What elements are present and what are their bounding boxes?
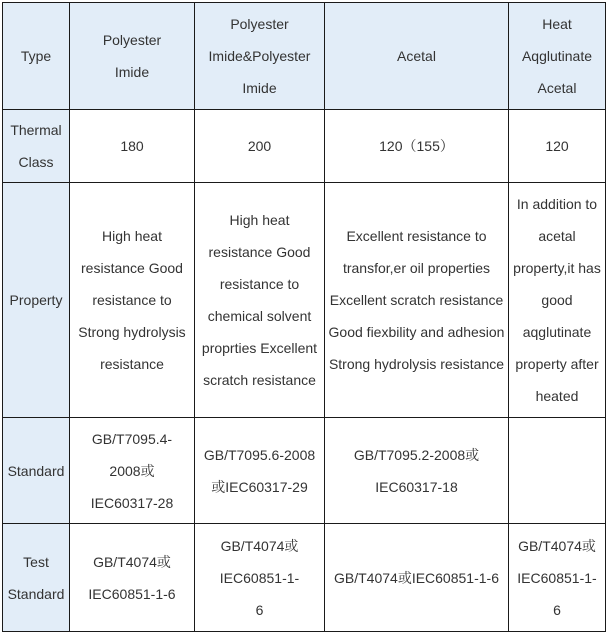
table-cell: High heat resistance Good resistance to Strong hydrolysis resistance [70,183,195,418]
row-label-standard: Standard [3,418,70,524]
table-cell: High heat resistance Good resistance to chemical solvent proprties Excellent scratch resistance [195,183,325,418]
table-row [3,524,606,632]
row-label-thermal-class: Thermal Class [3,110,70,183]
table-cell: 120（155） [325,110,509,183]
table-cell: GB/T7095.6-2008或IEC60317-29 [195,418,325,524]
header-cell-polyester-imide: Polyester Imide [70,3,195,110]
row-label-test-standard: Test Standard [3,524,70,632]
header-row [3,3,606,110]
table-cell: 200 [195,110,325,183]
table-cell: 180 [70,110,195,183]
specification-table [2,2,606,632]
table-cell [509,418,606,524]
table-cell: GB/T4074或IEC60851-1-6 [509,524,606,632]
table-cell: GB/T4074或IEC60851-1-6 [195,524,325,632]
row-label-property: Property [3,183,70,418]
table-row [3,418,606,524]
header-cell-heat-aqglutinate-acetal: Heat Aqglutinate Acetal [509,3,606,110]
table-cell: GB/T4074或IEC60851-1-6 [70,524,195,632]
table-row [3,110,606,183]
table-cell: GB/T7095.4-2008或IEC60317-28 [70,418,195,524]
table-cell: GB/T7095.2-2008或IEC60317-18 [325,418,509,524]
header-cell-type: Type [3,3,70,110]
table-cell: 120 [509,110,606,183]
table-cell: GB/T4074或IEC60851-1-6 [325,524,509,632]
table-row [3,183,606,418]
table-cell: In addition to acetal property,it has good aqglutinate property after heated [509,183,606,418]
header-cell-polyester-imide-combo: Polyester Imide&Polyester Imide [195,3,325,110]
table-cell: Excellent resistance to transfor,er oil properties Excellent scratch resistance Good fiexbility and adhesion Strong hydrolysis resistance [325,183,509,418]
header-cell-acetal: Acetal [325,3,509,110]
